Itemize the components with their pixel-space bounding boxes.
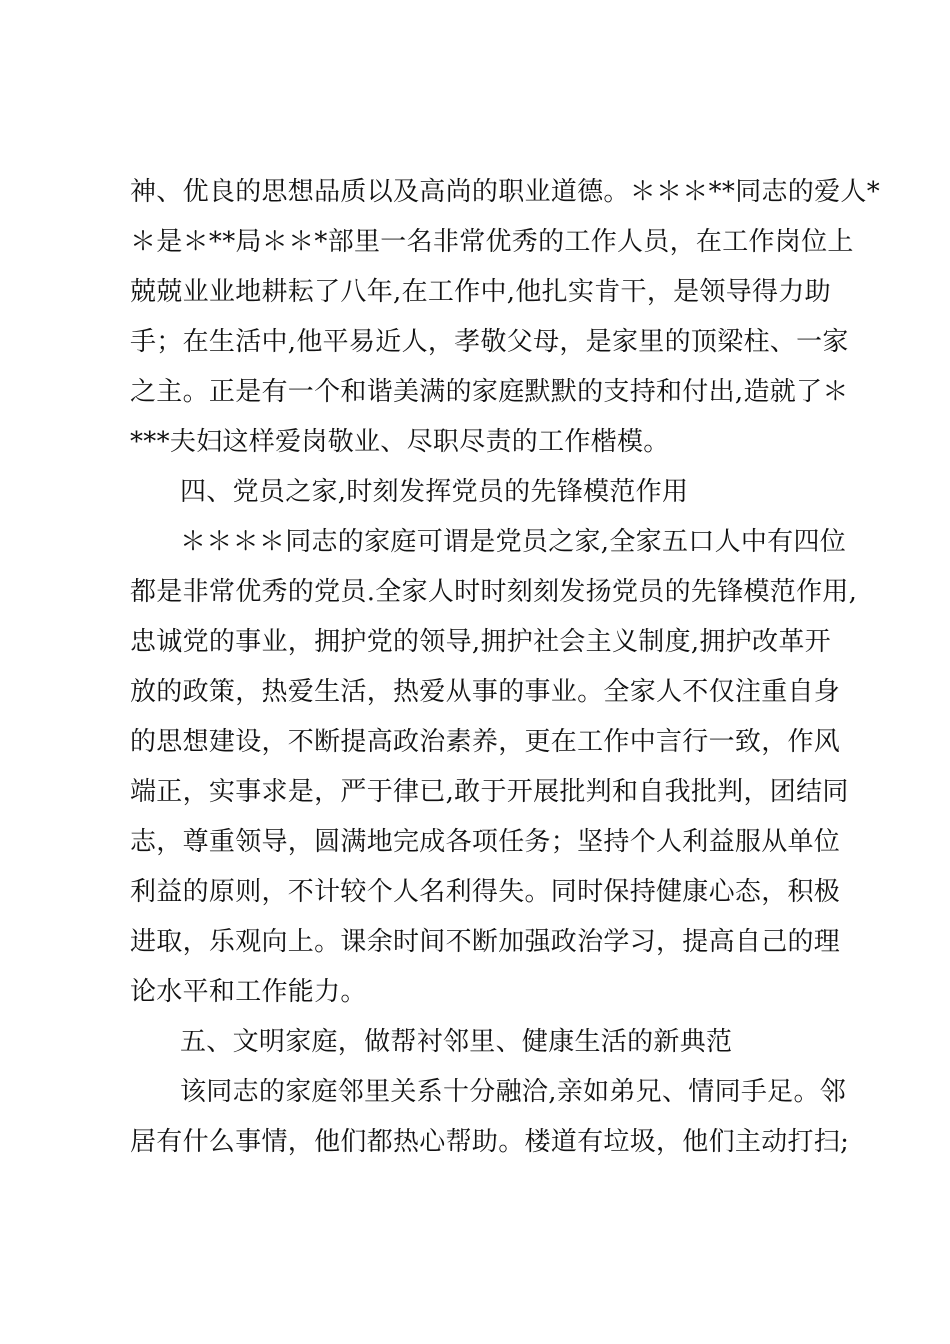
section-heading-5: 五、文明家庭，做帮衬邻里、健康生活的新典范 [180, 1027, 733, 1057]
body-text-line: 利益的原则，不计较个人名利得失。同时保持健康心态，积极 [130, 877, 841, 907]
body-text-line: 志，尊重领导，圆满地完成各项任务；坚持个人利益服从单位 [130, 827, 841, 857]
body-text-line: ***夫妇这样爱岗敬业、尽职尽责的工作楷模。 [130, 427, 670, 457]
body-text-line: ＊＊＊＊同志的家庭可谓是党员之家,全家五口人中有四位 [180, 527, 847, 557]
body-text-line: 居有什么事情，他们都热心帮助。楼道有垃圾，他们主动打扫; [130, 1127, 850, 1157]
body-text-line: ＊是＊**局＊＊*部里一名非常优秀的工作人员，在工作岗位上 [130, 227, 854, 257]
body-text-line: 忠诚党的事业，拥护党的领导,拥护社会主义制度,拥护改革开 [130, 627, 831, 657]
body-text-line: 该同志的家庭邻里关系十分融洽,亲如弟兄、情同手足。邻 [180, 1077, 847, 1107]
body-text-line: 论水平和工作能力。 [130, 977, 367, 1007]
body-text-line: 手；在生活中,他平易近人，孝敬父母，是家里的顶梁柱、一家 [130, 327, 849, 357]
body-text-line: 进取，乐观向上。课余时间不断加强政治学习，提高自己的理 [130, 927, 841, 957]
body-text-line: 都是非常优秀的党员.全家人时时刻刻发扬党员的先锋模范作用, [130, 577, 858, 607]
body-text-line: 神、优良的思想品质以及高尚的职业道德。＊＊＊**同志的爱人* [130, 177, 881, 207]
body-text-line: 的思想建设，不断提高政治素养，更在工作中言行一致，作风 [130, 727, 841, 757]
body-text-line: 兢兢业业地耕耘了八年,在工作中,他扎实肯干，是领导得力助 [130, 277, 831, 307]
body-text-line: 放的政策，热爱生活，热爱从事的事业。全家人不仅注重自身 [130, 677, 841, 707]
body-text-line: 之主。正是有一个和谐美满的家庭默默的支持和付出,造就了＊ [130, 377, 849, 407]
body-text-line: 端正，实事求是，严于律已,敢于开展批判和自我批判，团结同 [130, 777, 849, 807]
section-heading-4: 四、党员之家,时刻发挥党员的先锋模范作用 [180, 477, 689, 507]
